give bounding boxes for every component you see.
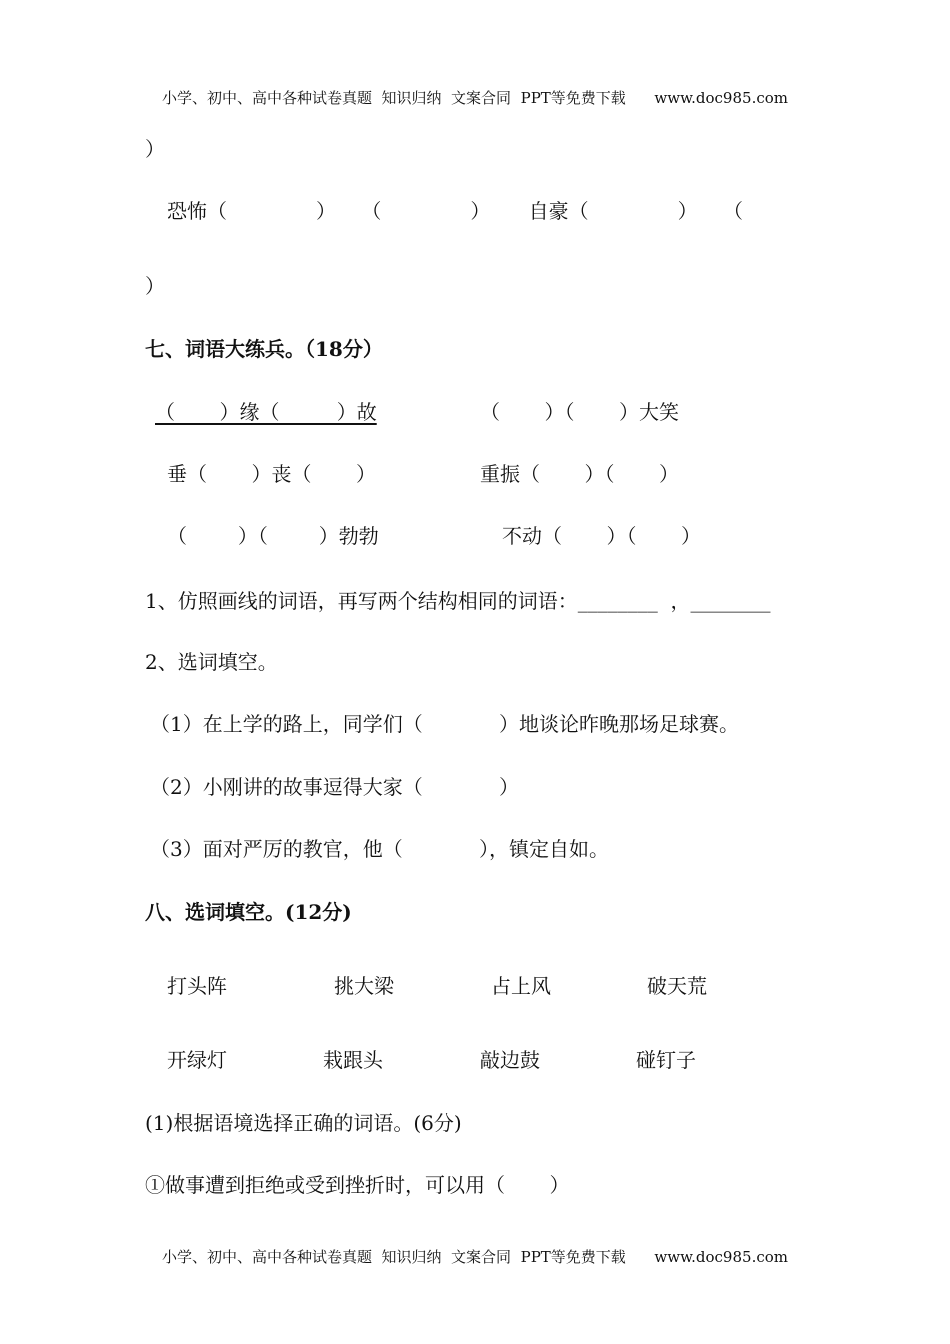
section-7-title: 七、词语大练兵。（18分）	[145, 337, 383, 361]
page-footer: 小学、初中、高中各种试卷真题 知识归纳 文案合同 PPT等免费下载 www.doc985.com	[161, 1248, 788, 1266]
word-option: 挑大梁	[334, 974, 394, 998]
word-option: 栽跟头	[323, 1048, 383, 1072]
underlined-idiom-row1a: （ ）缘（ ）故	[155, 400, 377, 424]
question-7-2-3: （3）面对严厉的教官，他（ ），镇定自如。	[150, 837, 610, 861]
word-option: 开绿灯	[167, 1048, 227, 1072]
question-7-2-1: （1）在上学的路上，同学们（ ）地谈论昨晚那场足球赛。	[150, 712, 740, 736]
word-option: 碰钉子	[636, 1048, 696, 1072]
question-7-1: 1、仿照画线的词语，再写两个结构相同的词语：________ ，________	[145, 589, 771, 613]
word-option: 打头阵	[167, 974, 227, 998]
page-header: 小学、初中、高中各种试卷真题 知识归纳 文案合同 PPT等免费下载 www.doc985.com	[161, 89, 788, 107]
section-8-sub1: (1)根据语境选择正确的词语。(6分)	[145, 1111, 462, 1135]
idiom-row3a: （ ）（ ）勃勃	[167, 524, 379, 548]
section-8-question-1: ①做事遭到拒绝或受到挫折时，可以用（ ）	[145, 1173, 570, 1197]
closing-paren-line: ）	[145, 137, 165, 161]
question-7-2: 2、选词填空。	[145, 650, 278, 674]
closing-paren-line-2: ）	[145, 274, 165, 298]
word-option: 破天荒	[647, 974, 707, 998]
fill-row-kongbu-zihao: 恐怖（ ） （ ） 自豪（ ） （	[167, 199, 744, 223]
idiom-row2a: 垂（ ）丧（ ）	[167, 462, 377, 486]
idiom-row2b: 重振（ ）（ ）	[480, 462, 680, 486]
question-7-2-2: （2）小刚讲的故事逗得大家（ ）	[150, 775, 520, 799]
idiom-row3b: 不动（ ）（ ）	[502, 524, 702, 548]
section-8-title: 八、选词填空。(12分)	[145, 900, 352, 924]
word-option: 敲边鼓	[480, 1048, 540, 1072]
idiom-row1b: （ ）（ ）大笑	[480, 400, 680, 424]
word-option: 占上风	[491, 974, 551, 998]
